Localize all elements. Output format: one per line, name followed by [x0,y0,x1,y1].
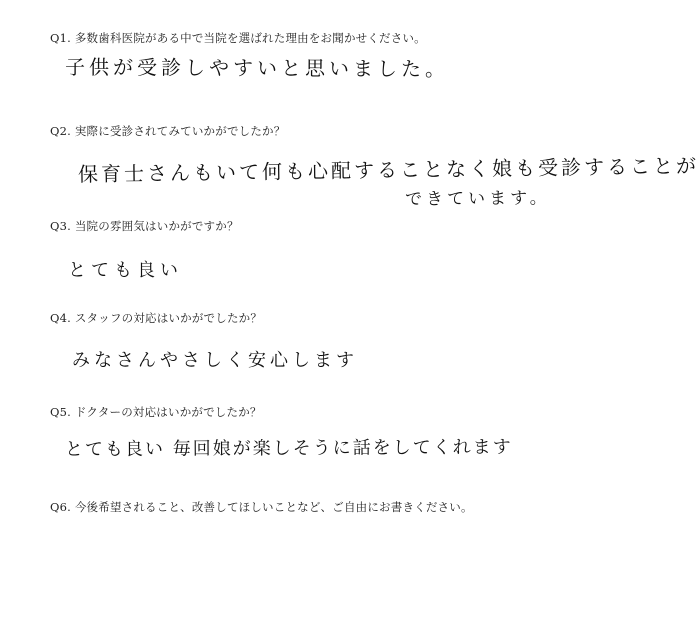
question-2: Q2. 実際に受診されてみていかがでしたか？ [50,124,286,138]
answer-3-handwritten: とても良い [68,260,183,281]
question-5: Q5. ドクターの対応はいかがでしたか？ [50,405,262,419]
answer-2-handwritten-line-1: 保育士さんもいて何も心配することなく娘も受診することが [77,153,699,187]
answer-1-handwritten: 子供が受診しやすいと思いました。 [64,54,450,82]
question-6: Q6. 今後希望されること、改善してほしいことなど、ご自由にお書きください。 [50,500,473,514]
question-1: Q1. 多数歯科医院がある中で当院を選ばれた理由をお聞かせください。 [50,31,426,45]
answer-4-handwritten: みなさんやさしく安心します [72,350,358,371]
question-3: Q3. 当院の雰囲気はいかがですか？ [50,219,239,233]
answer-5-handwritten: とても良い 毎回娘が楽しそうに話をしてくれます [64,436,513,461]
question-4: Q4. スタッフの対応はいかがでしたか？ [50,311,263,325]
answer-2-handwritten-line-2: できています。 [404,188,551,210]
